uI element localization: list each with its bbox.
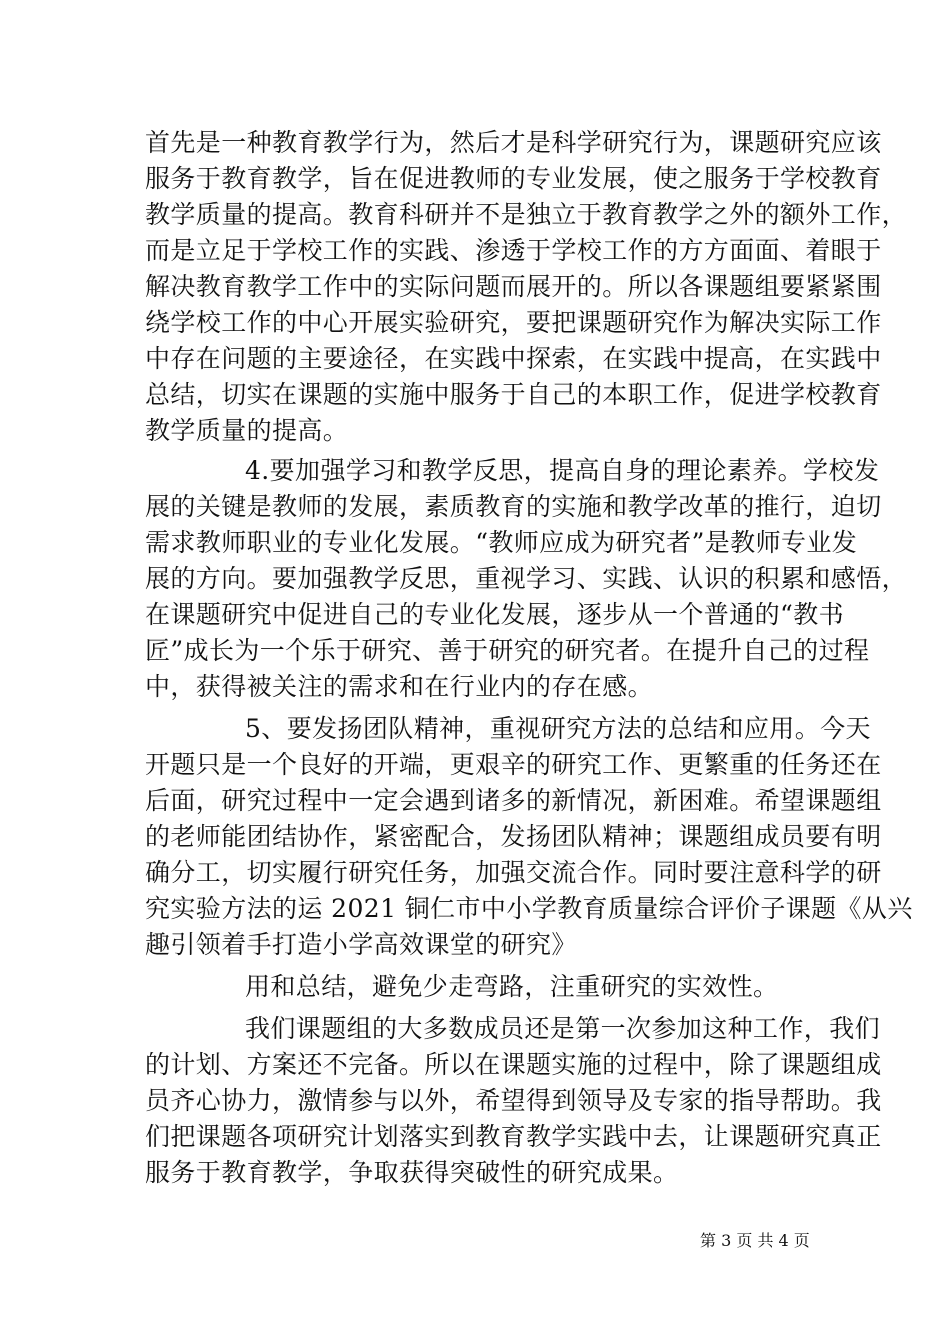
paragraph-final-start: 我们课题组的大多数成员还是第一次参加这种工作，我们 bbox=[245, 1014, 881, 1043]
text-line: 后面，研究过程中一定会遇到诸多的新情况，新困难。希望课题组 bbox=[145, 786, 882, 815]
text-line: 展的方向。要加强教学反思，重视学习、实践、认识的积累和感悟， bbox=[145, 564, 908, 593]
text-line: 的老师能团结协作，紧密配合，发扬团队精神；课题组成员要有明 bbox=[145, 822, 882, 851]
text-line: 教学质量的提高。 bbox=[145, 416, 349, 445]
paragraph-4-start: 4.要加强学习和教学反思，提高自身的理论素养。学校发 bbox=[245, 456, 880, 485]
text-line: 中，获得被关注的需求和在行业内的存在感。 bbox=[145, 672, 654, 701]
text-line: 确分工，切实履行研究任务，加强交流合作。同时要注意科学的研 bbox=[145, 858, 882, 887]
text-line: 需求教师职业的专业化发展。“教师应成为研究者”是教师专业发 bbox=[145, 528, 858, 557]
text-line: 绕学校工作的中心开展实验研究，要把课题研究作为解决实际工作 bbox=[145, 308, 882, 337]
text-line: 中存在问题的主要途径，在实践中探索，在实践中提高，在实践中 bbox=[145, 344, 882, 373]
text-line: 究实验方法的运 2021 铜仁市中小学教育质量综合评价子课题《从兴 bbox=[145, 894, 913, 923]
text-line: 展的关键是教师的发展，素质教育的实施和教学改革的推行，迫切 bbox=[145, 492, 882, 521]
text-line: 匠”成长为一个乐于研究、善于研究的研究者。在提升自己的过程 bbox=[145, 636, 870, 665]
text-line: 解决教育教学工作中的实际问题而展开的。所以各课题组要紧紧围 bbox=[145, 272, 882, 301]
text-line: 首先是一种教育教学行为，然后才是科学研究行为，课题研究应该 bbox=[145, 128, 882, 157]
page-number-footer: 第 3 页 共 4 页 bbox=[700, 1231, 810, 1250]
paragraph-5-start: 5、要发扬团队精神，重视研究方法的总结和应用。今天 bbox=[245, 714, 871, 743]
text-line: 教学质量的提高。教育科研并不是独立于教育教学之外的额外工作， bbox=[145, 200, 908, 229]
text-line: 员齐心协力，激情参与以外，希望得到领导及专家的指导帮助。我 bbox=[145, 1086, 882, 1115]
text-line: 的计划、方案还不完备。所以在课题实施的过程中，除了课题组成 bbox=[145, 1050, 882, 1079]
text-line: 在课题研究中促进自己的专业化发展，逐步从一个普通的“教书 bbox=[145, 600, 844, 629]
text-line: 们把课题各项研究计划落实到教育教学实践中去，让课题研究真正 bbox=[145, 1122, 882, 1151]
text-line: 总结，切实在课题的实施中服务于自己的本职工作，促进学校教育 bbox=[145, 380, 882, 409]
paragraph-continuation: 用和总结，避免少走弯路，注重研究的实效性。 bbox=[245, 972, 779, 1001]
text-line: 而是立足于学校工作的实践、渗透于学校工作的方方面面、着眼于 bbox=[145, 236, 882, 265]
text-line: 服务于教育教学，旨在促进教师的专业发展，使之服务于学校教育 bbox=[145, 164, 882, 193]
text-line: 开题只是一个良好的开端，更艰辛的研究工作、更繁重的任务还在 bbox=[145, 750, 882, 779]
text-line: 服务于教育教学，争取获得突破性的研究成果。 bbox=[145, 1158, 679, 1187]
text-line: 趣引领着手打造小学高效课堂的研究》 bbox=[145, 930, 577, 959]
